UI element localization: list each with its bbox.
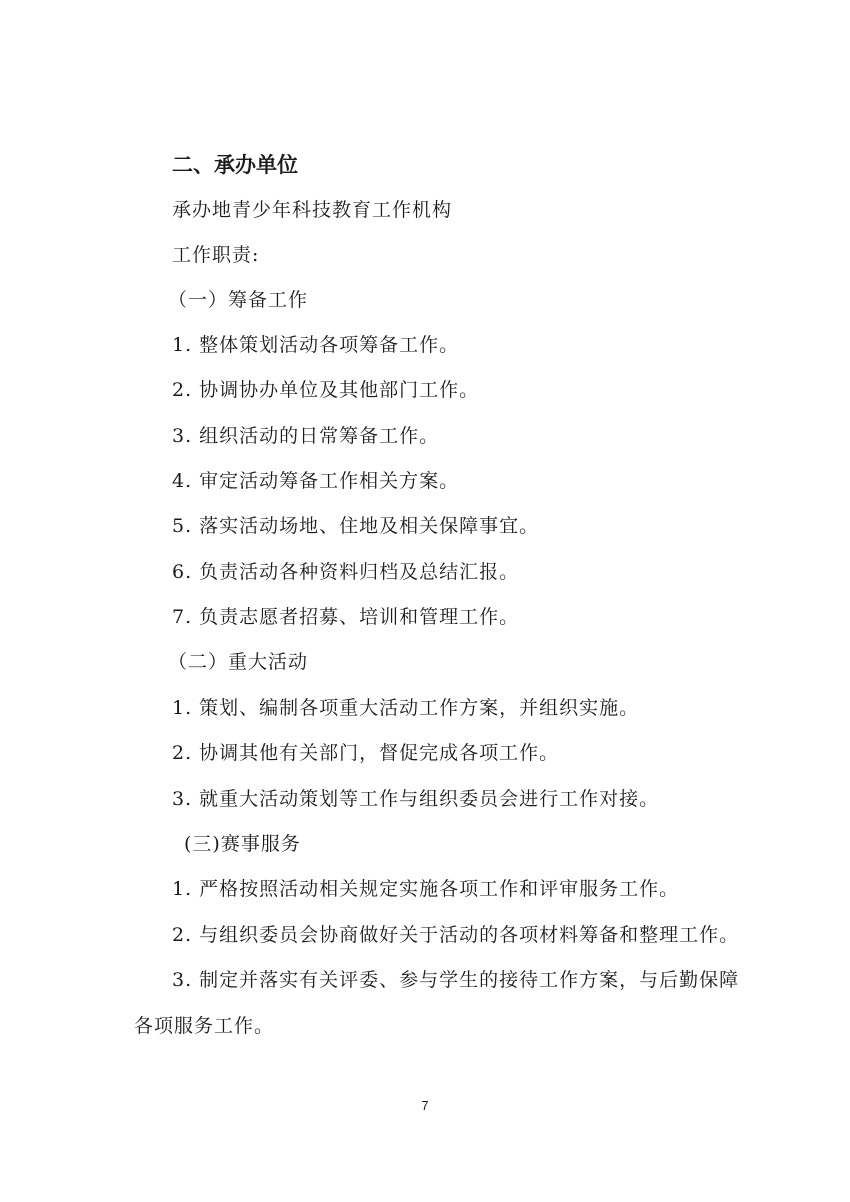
list-item: 2. 协调协办单位及其他部门工作。 xyxy=(172,379,480,401)
list-item: 6. 负责活动各种资料归档及总结汇报。 xyxy=(172,561,520,583)
group-title-competition-services: (三)赛事服务 xyxy=(184,833,301,855)
list-item: 2. 协调其他有关部门，督促完成各项工作。 xyxy=(172,742,560,764)
page-number: 7 xyxy=(421,1098,429,1113)
list-item: 7. 负责志愿者招募、培训和管理工作。 xyxy=(172,606,520,628)
list-item: 2. 与组织委员会协商做好关于活动的各项材料筹备和整理工作。 xyxy=(172,924,740,946)
group-title-preparation: （一）筹备工作 xyxy=(168,289,309,311)
list-item: 1. 严格按照活动相关规定实施各项工作和评审服务工作。 xyxy=(172,878,680,900)
list-item: 5. 落实活动场地、住地及相关保障事宜。 xyxy=(172,515,540,537)
section-heading: 二、承办单位 xyxy=(172,153,298,177)
duties-label: 工作职责: xyxy=(172,244,260,266)
list-item: 3. 制定并落实有关评委、参与学生的接待工作方案，与后勤保障 xyxy=(172,969,740,991)
list-item: 1. 策划、编制各项重大活动工作方案，并组织实施。 xyxy=(172,697,640,719)
list-item-continuation: 各项服务工作。 xyxy=(134,1015,275,1037)
list-item: 3. 就重大活动策划等工作与组织委员会进行工作对接。 xyxy=(172,788,660,810)
organizer-unit: 承办地青少年科技教育工作机构 xyxy=(172,199,453,221)
list-item: 4. 审定活动筹备工作相关方案。 xyxy=(172,470,460,492)
group-title-major-events: （二）重大活动 xyxy=(168,651,309,673)
list-item: 3. 组织活动的日常筹备工作。 xyxy=(172,425,440,447)
list-item: 1. 整体策划活动各项筹备工作。 xyxy=(172,334,460,356)
